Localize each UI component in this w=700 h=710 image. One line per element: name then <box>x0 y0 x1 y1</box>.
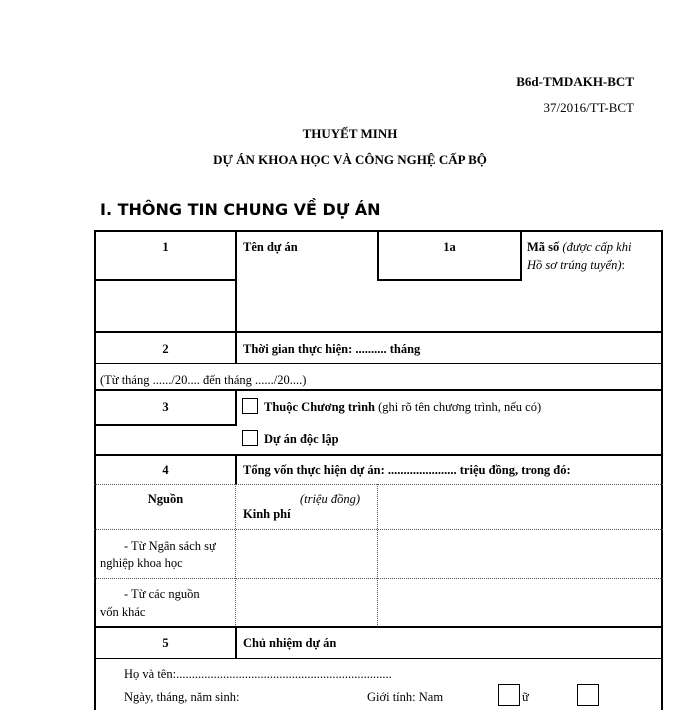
row-5-number: 5 <box>162 636 169 650</box>
row-4-number: 4 <box>162 463 169 477</box>
duration-range: (Từ tháng ....../20.... đến tháng ....../20....) <box>100 373 307 387</box>
project-leader-label: Chủ nhiệm dự án <box>243 636 337 650</box>
circular-number: 37/2016/TT-BCT <box>543 100 634 115</box>
total-funding-label: Tổng vốn thực hiện dự án: ...................... triệu đồng, trong đó: <box>243 463 571 477</box>
gender-label: Giới tính: Nam <box>367 690 444 704</box>
project-name-label: Tên dự án <box>243 240 298 254</box>
project-code-note: Hồ sơ trúng tuyển): <box>527 258 625 272</box>
gender-female-label: ữ <box>522 690 529 704</box>
source-state-budget-cont: nghiệp khoa học <box>100 556 183 570</box>
row-1a-number: 1a <box>443 240 456 254</box>
unit-note: (triệu đồng) <box>300 492 361 506</box>
gender-male-checkbox[interactable] <box>498 684 520 706</box>
row-3-number: 3 <box>162 400 169 414</box>
funding-column-header: Kinh phí <box>243 507 291 521</box>
document-title: THUYẾT MINH <box>302 126 398 141</box>
source-other: - Từ các nguồn <box>124 587 200 601</box>
project-code-label: Mã số (được cấp khi <box>527 240 632 254</box>
row-1-number: 1 <box>162 240 169 254</box>
leader-name-line: Họ và tên:..................................................................... <box>124 667 392 681</box>
form-code: B6d-TMDAKH-BCT <box>516 74 634 89</box>
duration-label: Thời gian thực hiện: .......... tháng <box>243 342 421 356</box>
row-2-number: 2 <box>162 342 169 356</box>
section-title: I. THÔNG TIN CHUNG VỀ DỰ ÁN <box>100 200 381 219</box>
program-option-label: Thuộc Chương trình (ghi rõ tên chương trình, nếu có) <box>264 400 542 414</box>
source-column-header: Nguồn <box>147 492 184 506</box>
leader-dob-line: Ngày, tháng, năm sinh: <box>124 690 240 704</box>
program-checkbox[interactable] <box>242 398 258 414</box>
independent-option-label: Dự án độc lập <box>264 432 339 446</box>
independent-checkbox[interactable] <box>242 430 258 446</box>
document-subtitle: DỰ ÁN KHOA HỌC VÀ CÔNG NGHỆ CẤP BỘ <box>213 152 487 167</box>
source-state-budget: - Từ Ngân sách sự <box>124 539 216 553</box>
source-other-cont: vốn khác <box>100 605 146 619</box>
gender-female-checkbox[interactable] <box>577 684 599 706</box>
